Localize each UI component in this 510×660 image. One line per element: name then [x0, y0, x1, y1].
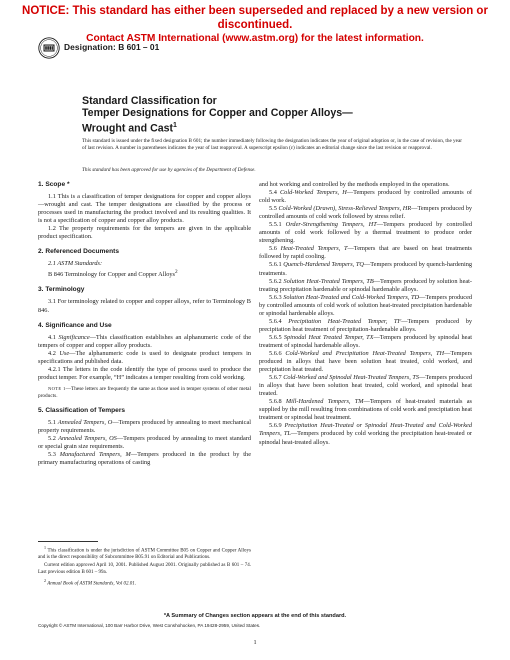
paragraph-5-6-1: 5.6.1 Quench-Hardened Tempers, TQ—Tempers produced by quench-hardening treatments.	[259, 261, 473, 277]
designation	[64, 42, 159, 52]
notice-line-2: Contact ASTM International (www.astm.org) for the latest information.	[86, 33, 424, 44]
footnote-divider	[38, 541, 98, 542]
paragraph-5-5: 5.5 Cold-Worked (Drawn), Stress-Relieved Tempers, HR—Tempers produced by controlled amounts of cold work followed by stress relief.	[259, 205, 472, 221]
paragraph-5-2: 5.2 Annealed Tempers, OS—Tempers produced by annealing to meet standard or special grain size requirements.	[38, 434, 251, 450]
footnote-1-edition: Current edition approved April 10, 2001. Published August 2001. Originally published as B 601 – 74. Last previous edition B 601 – 99a.	[38, 563, 251, 575]
title-line-2: Temper Designations for Copper and Copper Alloys—	[82, 107, 353, 120]
document-title	[82, 95, 353, 135]
approval-note: This standard has been approved for use by agencies of the Department of Defense.	[82, 167, 256, 173]
astm-logo-icon	[38, 37, 60, 59]
section-heading-classification: 5. Classification of Tempers	[38, 406, 126, 414]
paragraph-5-6-5: 5.6.5 Spinodal Heat Treated Temper, TX—Tempers produced by spinodal heat treatment of spinodal hardenable alloys.	[259, 333, 472, 349]
footnote-1: $^1$ This classification is under the jurisdiction of ASTM Committee B05 on Copper and Copper Alloys and is the direct responsibility of Subcommittee B05.91 on Editorial and Publications.	[38, 545, 251, 561]
paragraph-5-4: 5.4 Cold-Worked Tempers, H—Tempers produced by controlled amounts of cold work.	[259, 189, 472, 205]
paragraph-5-6-6: 5.6.6 Cold-Worked and Precipitation Heat-Treated Tempers, TH—Tempers produced in alloys that have been solution heat treated, cold worked, and precipitation heat treated.	[259, 349, 472, 374]
footnote-2: $^2$ Annual Book of ASTM Standards, Vol 02.01.	[44, 577, 136, 587]
section-heading-referenced-documents: 2. Referenced Documents	[38, 248, 119, 256]
summary-of-changes-note: *A Summary of Changes section appears at the end of this standard.	[163, 613, 347, 619]
paragraph-2-1: 2.1 ASTM Standards:	[48, 260, 103, 268]
paragraph-5-6: 5.6 Heat-Treated Tempers, T—Tempers that are based on heat treatments followed by rapid cooling.	[259, 245, 473, 261]
reference-b846: B 846 Terminology for Copper and Copper Alloys$^2$	[48, 269, 178, 279]
copyright-line: Copyright © ASTM International, 100 Barr Harbor Drive, West Conshohocken, PA 19428-2959, United States.	[38, 623, 261, 628]
paragraph-5-5-1: 5.5.1 Order-Strengthening Tempers, HT—Tempers produced by controlled amounts of cold work followed by a thermal treatment to produce order strengthening.	[259, 221, 473, 245]
designation-value: B 601 – 01	[118, 42, 160, 52]
paragraph-5-6-8: 5.6.8 Mill-Hardened Tempers, TM—Tempers of heat-treated materials as supplied by the mill resulting from combinations of cold work and precipitation heat treatment or spinodal heat treatment.	[259, 398, 473, 422]
note-1: NOTE 1—These letters are frequently the same as those used in temper systems of other metal products.	[38, 385, 251, 399]
paragraph-1-1: 1.1 This is a classification of temper designations for copper and copper alloys—wrought and cast. The temper designations are classified by the process or processes used in manufacturing the product involved and its resulting qualities. It is not a specification of copper and copper alloy products.	[38, 193, 251, 225]
section-heading-significance: 4. Significance and Use	[38, 321, 112, 329]
paragraph-5-6-4: 5.6.4 Precipitation Heat-Treated Temper, TF—Tempers produced by precipitation heat treatment of precipitation-hardenable alloys.	[259, 317, 472, 333]
left-column	[38, 181, 251, 467]
footnotes	[38, 545, 251, 589]
paragraph-3-1: 3.1 For terminology related to copper and copper alloys, refer to Terminology B 846.	[38, 298, 251, 314]
paragraph-4-2: 4.2 Use—The alphanumeric code is used to designate product tempers in specifications and published data.	[38, 349, 251, 365]
paragraph-5-6-3: 5.6.3 Solution Heat-Treated and Cold-Worked Tempers, TD—Tempers produced by controlled amounts of cold work of solution heat-treated precipitation hardenable or spinodal hardenable alloys.	[259, 293, 473, 317]
right-column	[259, 181, 472, 447]
paragraph-5-6-2: 5.6.2 Solution Heat-Treated Tempers, TB—Tempers produced by solution heat-treating precipitation hardenable or spinodal hardenable alloys.	[259, 277, 473, 293]
paragraph-5-3: 5.3 Manufactured Tempers, M—Tempers produced in the product by the primary manufacturing operations of casting	[38, 451, 251, 467]
section-heading-terminology: 3. Terminology	[38, 286, 85, 294]
title-line-3: Wrought and Cast$^1$	[82, 121, 177, 135]
notice-line-1: NOTICE: This standard has either been superseded and replaced by a new version or discontinued.	[22, 5, 488, 31]
title-footnote-mark: 1	[173, 121, 177, 129]
section-heading-scope: 1. Scope *	[38, 181, 70, 188]
title-line-1: Standard Classification for	[82, 95, 217, 107]
paragraph-5-6-9: 5.6.9 Precipitation Heat-Treated or Spinodal Heat-Treated and Cold-Worked Tempers, TL—Tempers produced by cold working the precipitation heat-treated or spinodal heat-treated alloys.	[259, 422, 472, 446]
paragraph-4-2-1: 4.2.1 The letters in the code identify the type of process used to produce the product temper. For example, “H” indicates a temper resulting from cold working.	[38, 365, 251, 381]
paragraph-5-1: 5.1 Annealed Tempers, O—Tempers produced by annealing to meet mechanical property requirements.	[38, 418, 252, 434]
paragraph-1-2: 1.2 The property requirements for the tempers are given in the applicable product specification.	[38, 225, 251, 241]
paragraph-4-1: 4.1 Significance—This classification establishes an alphanumeric code of the tempers of copper and copper alloy products.	[38, 333, 251, 349]
page-number: 1	[253, 639, 257, 646]
designation-label: Designation:	[64, 42, 116, 52]
paragraph-5-6-7: 5.6.7 Cold-Worked and Spinodal Heat-Treated Tempers, TS—Tempers produced in alloys that have been solution heat treated, cold worked, and spinodal heat treated.	[259, 374, 473, 398]
supersession-notice	[0, 4, 510, 45]
standard-issue-note: This standard is issued under the fixed designation B 601; the number immediately following the designation indicates the year of original adoption or, in the case of revision, the year of last revision. A number in parentheses indicates the year of last reapproval. A superscript epsilon (ε) indicates an editorial change since the last revision or reapproval.	[82, 138, 462, 152]
paragraph-5-3-continued: and hot working and controlled by the methods employed in the operations.	[259, 181, 450, 188]
